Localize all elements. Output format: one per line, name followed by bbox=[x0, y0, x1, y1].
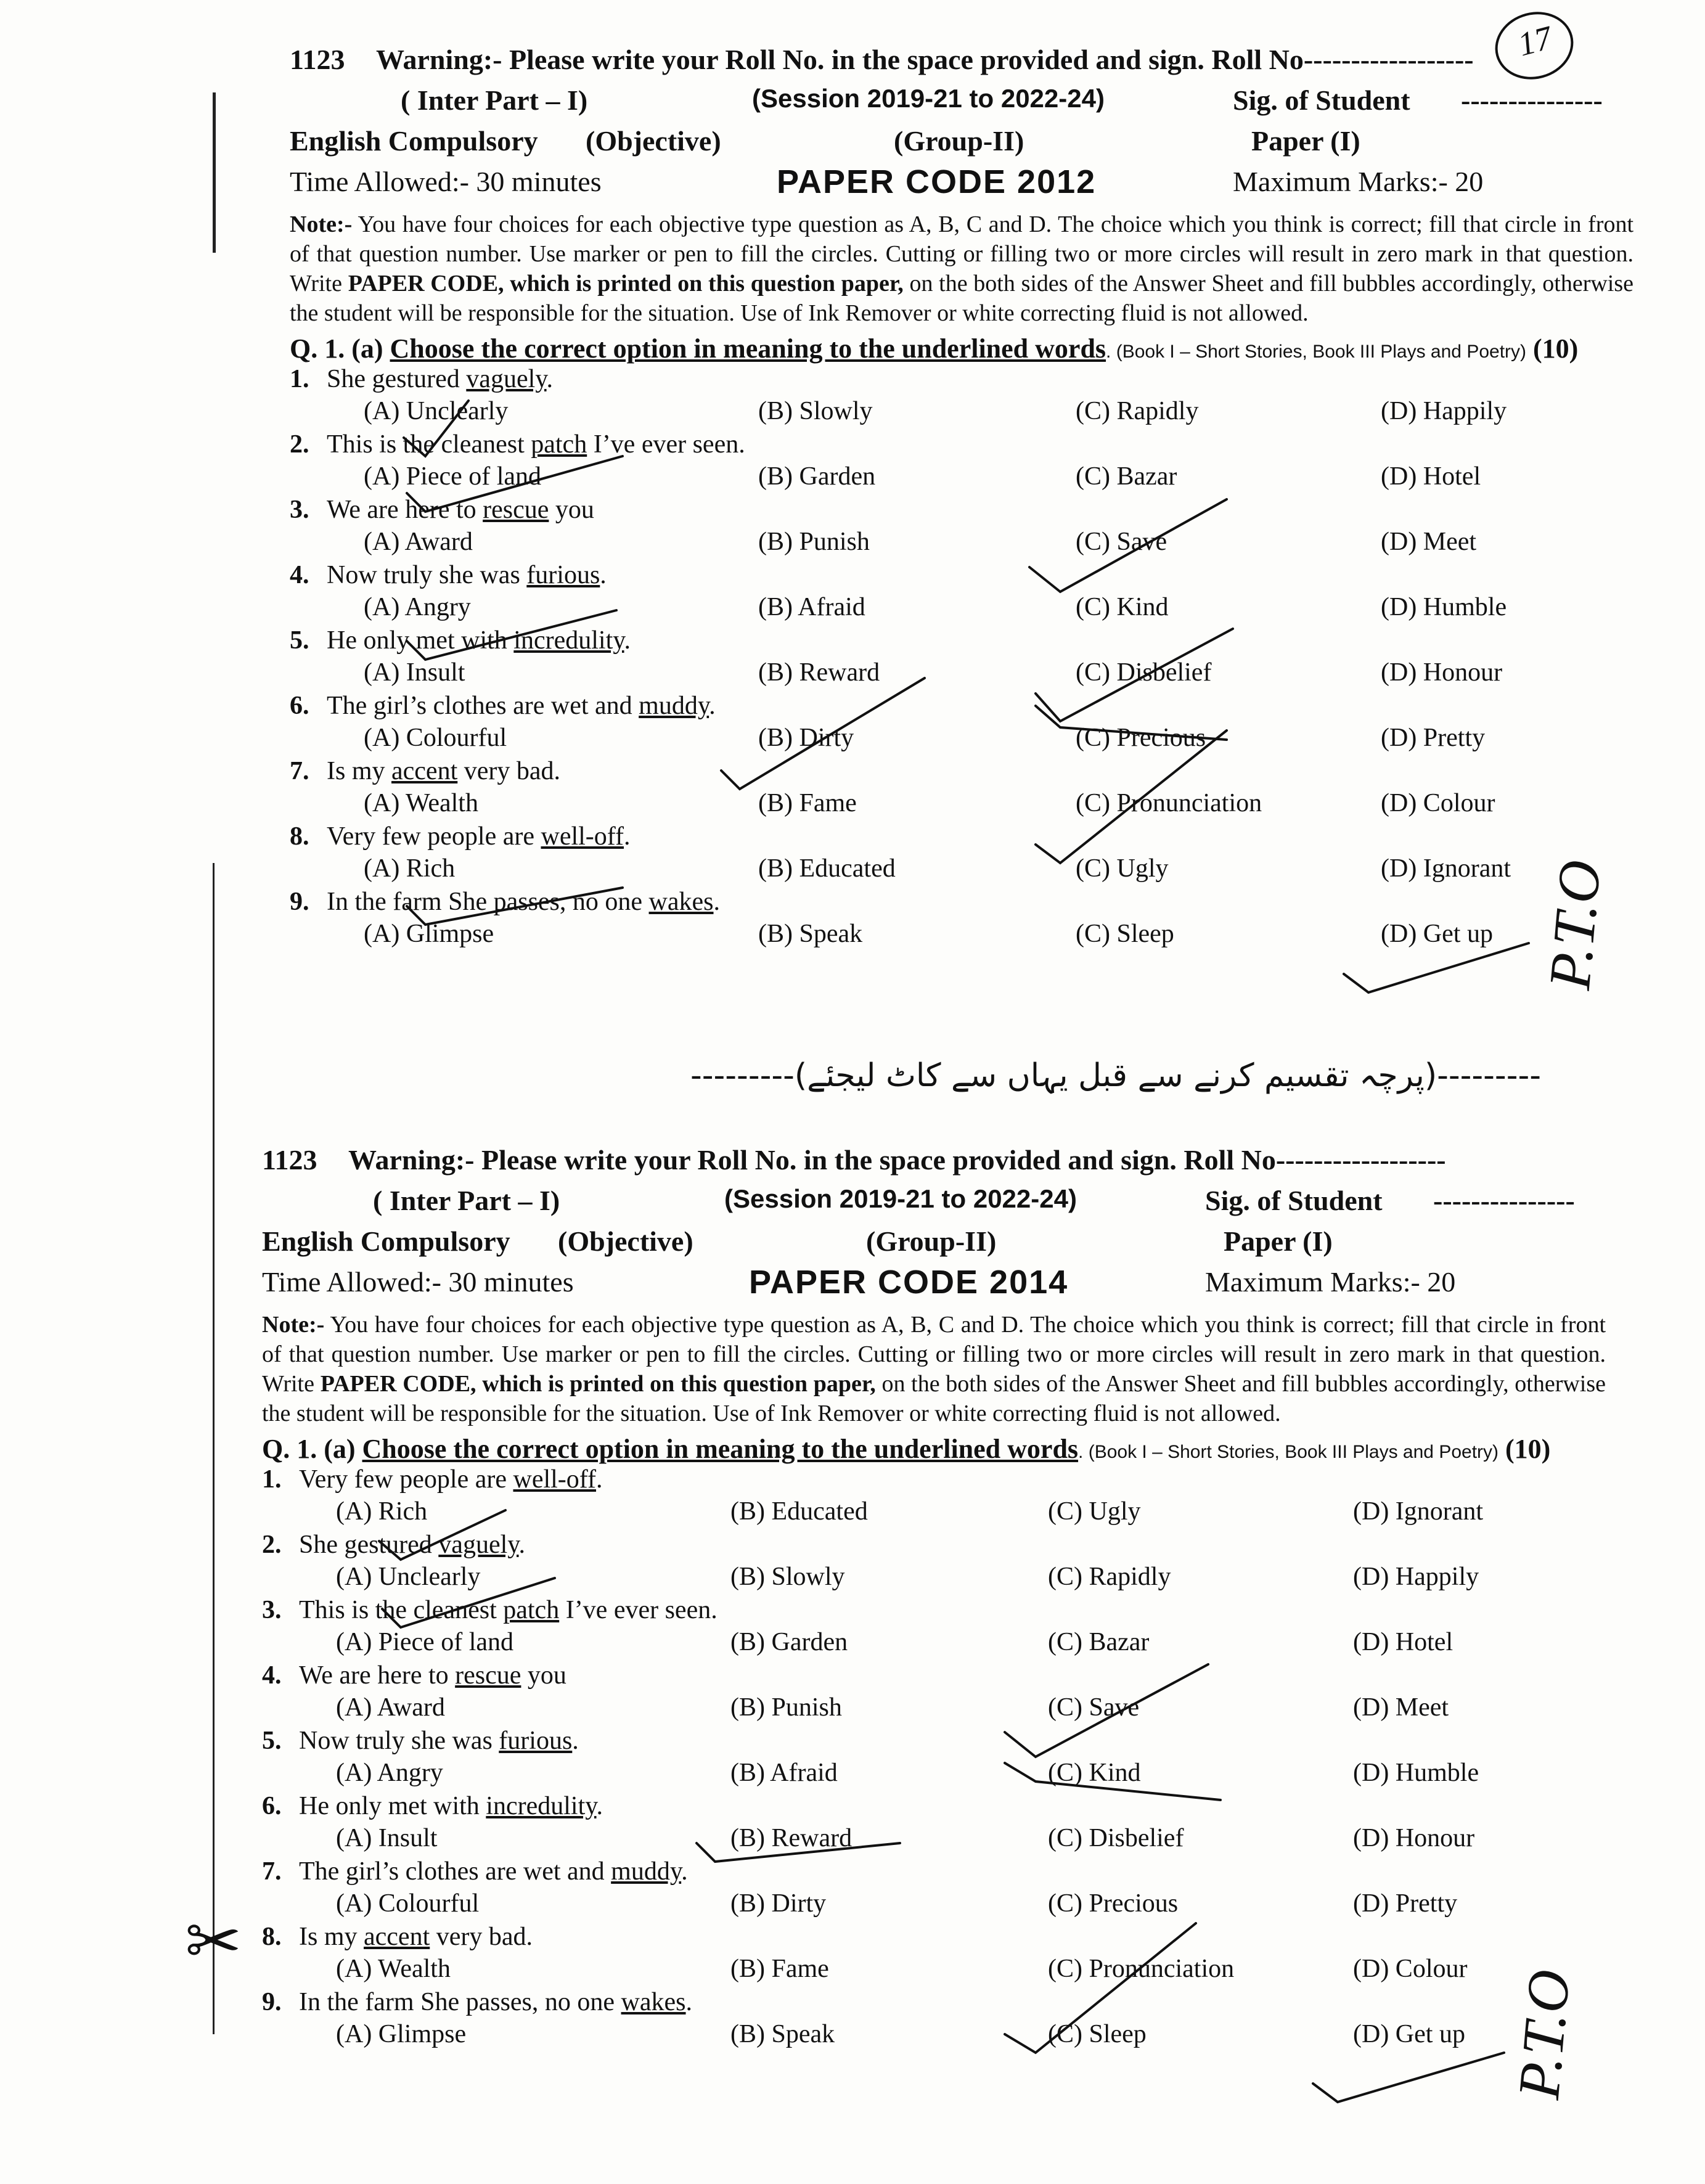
question-number: 8. bbox=[290, 822, 309, 851]
tick-mark bbox=[382, 1578, 555, 1627]
signature-label: Sig. of Student bbox=[1205, 1185, 1383, 1216]
group-label: (Group-II) bbox=[894, 125, 1024, 157]
tick-mark bbox=[721, 678, 925, 789]
option-a[interactable]: (A) Wealth bbox=[336, 1955, 451, 1983]
option-a[interactable]: (A) Unclearly bbox=[364, 397, 509, 425]
option-b[interactable]: (B) Garden bbox=[758, 462, 876, 491]
question-heading: Q. 1. (a) Choose the correct option in meaning to the underlined words. (Book I – Short Stories, Book III Plays and Poetry) (10) bbox=[290, 333, 1579, 364]
question-stem: 7. Is my accent very bad. bbox=[290, 757, 561, 785]
tick-mark bbox=[1036, 629, 1233, 721]
underlined-word: patch bbox=[531, 430, 587, 459]
option-a[interactable]: (A) Rich bbox=[364, 854, 456, 883]
option-c[interactable]: (C) Rapidly bbox=[1076, 397, 1199, 425]
option-c[interactable]: (C) Kind bbox=[1076, 593, 1169, 621]
option-d[interactable]: (D) Ignorant bbox=[1353, 1497, 1484, 1526]
pto-mark: P.T.O bbox=[1505, 1967, 1582, 2102]
underlined-word: rescue bbox=[483, 496, 549, 524]
signature-line: --------------- bbox=[1433, 1185, 1575, 1216]
tick-mark bbox=[1036, 706, 1227, 740]
option-b[interactable]: (B) Garden bbox=[730, 1628, 848, 1656]
question-number: 7. bbox=[290, 757, 309, 785]
underlined-word: vaguely bbox=[466, 365, 547, 393]
option-a[interactable]: (A) Angry bbox=[336, 1759, 443, 1787]
warning-text: Warning:- Please write your Roll No. in the space provided and sign. Roll No------------------ bbox=[376, 44, 1474, 75]
option-a[interactable]: (A) Colourful bbox=[364, 724, 507, 752]
option-b[interactable]: (B) Fame bbox=[730, 1955, 829, 1983]
signature-label: Sig. of Student bbox=[1233, 84, 1410, 116]
tick-mark bbox=[404, 401, 468, 456]
option-d[interactable]: (D) Colour bbox=[1353, 1955, 1468, 1983]
type-label: (Objective) bbox=[586, 125, 721, 157]
instructions-note: Note:- You have four choices for each objective type question as A, B, C and D. The choice which you think is correct; fill that circle in front of that question number. Use marker or pen to fill the circles. Cutting or filling two or more circles will result in zero mark in that question. Write PAPER CODE, which is printed on this question paper, on the both sides of the Answer Sheet and fill bubbles accordingly, otherwise the student will be responsible for the situation. Use of Ink Remover or white correcting fluid is not allowed. bbox=[290, 211, 1633, 326]
tick-mark bbox=[1344, 943, 1529, 992]
tick-mark bbox=[1029, 499, 1227, 592]
option-b[interactable]: (B) Fame bbox=[758, 789, 857, 817]
option-c[interactable]: (C) Disbelief bbox=[1076, 658, 1212, 687]
option-b[interactable]: (B) Speak bbox=[758, 920, 863, 948]
paper-serial: 1123 bbox=[262, 1144, 317, 1176]
paper-code: PAPER CODE 2014 bbox=[749, 1264, 1069, 1301]
option-a[interactable]: (A) Award bbox=[336, 1693, 445, 1722]
question-stem: 8. Very few people are well-off. bbox=[290, 822, 631, 851]
signature-line: --------------- bbox=[1461, 84, 1603, 116]
scissor-icon: ✂ bbox=[185, 1902, 242, 1981]
time-allowed: Time Allowed:- 30 minutes bbox=[262, 1266, 574, 1298]
option-a[interactable]: (A) Glimpse bbox=[364, 920, 494, 948]
option-c[interactable]: (C) Precious bbox=[1048, 1889, 1179, 1918]
option-a[interactable]: (A) Angry bbox=[364, 593, 471, 621]
option-a[interactable]: (A) Wealth bbox=[364, 789, 478, 817]
option-d[interactable]: (D) Pretty bbox=[1353, 1889, 1458, 1918]
option-d[interactable]: (D) Honour bbox=[1381, 658, 1503, 687]
option-d[interactable]: (D) Happily bbox=[1381, 397, 1507, 425]
max-marks: Maximum Marks:- 20 bbox=[1233, 166, 1484, 197]
question-stem: 9. In the farm She passes, no one wakes. bbox=[262, 1988, 693, 2016]
max-marks: Maximum Marks:- 20 bbox=[1205, 1266, 1456, 1298]
underlined-word: incredulity bbox=[486, 1792, 597, 1820]
option-b[interactable]: (B) Dirty bbox=[730, 1889, 827, 1918]
question-number: 7. bbox=[262, 1857, 282, 1886]
option-a[interactable]: (A) Insult bbox=[364, 658, 465, 687]
question-number: 5. bbox=[262, 1727, 282, 1755]
option-d[interactable]: (D) Hotel bbox=[1381, 462, 1481, 491]
option-c[interactable]: (C) Save bbox=[1076, 528, 1167, 556]
option-d[interactable]: (D) Happily bbox=[1353, 1563, 1479, 1591]
cut-here-line: ---------(پرچہ تقسیم کرنے سے قبل یہاں سے کاٹ لیجئے)--------- bbox=[690, 1057, 1541, 1094]
tick-mark bbox=[407, 456, 623, 512]
group-label: (Group-II) bbox=[866, 1225, 997, 1257]
warning-text: Warning:- Please write your Roll No. in the space provided and sign. Roll No------------------ bbox=[348, 1144, 1446, 1176]
option-b[interactable]: (B) Dirty bbox=[758, 724, 854, 752]
option-d[interactable]: (D) Get up bbox=[1381, 920, 1493, 948]
paper-code: PAPER CODE 2012 bbox=[777, 163, 1097, 200]
option-c[interactable]: (C) Precious bbox=[1076, 724, 1206, 752]
question-stem: 4. Now truly she was furious. bbox=[290, 561, 607, 589]
question-stem: 1. Very few people are well-off. bbox=[262, 1465, 603, 1494]
question-stem: 7. The girl’s clothes are wet and muddy. bbox=[262, 1857, 688, 1886]
option-c[interactable]: (C) Ugly bbox=[1076, 854, 1169, 883]
option-a[interactable]: (A) Colourful bbox=[336, 1889, 480, 1918]
question-stem: 3. We are here to rescue you bbox=[290, 496, 594, 524]
option-d[interactable]: (D) Ignorant bbox=[1381, 854, 1511, 883]
option-a[interactable]: (A) Glimpse bbox=[336, 2020, 467, 2048]
option-c[interactable]: (C) Sleep bbox=[1076, 920, 1174, 948]
underlined-word: rescue bbox=[455, 1661, 521, 1690]
option-c[interactable]: (C) Bazar bbox=[1076, 462, 1177, 491]
tick-mark bbox=[1036, 730, 1227, 863]
question-number: 1. bbox=[290, 365, 309, 393]
question-number: 6. bbox=[262, 1792, 282, 1820]
time-allowed: Time Allowed:- 30 minutes bbox=[290, 166, 602, 197]
underlined-word: vaguely bbox=[438, 1531, 519, 1559]
option-c[interactable]: (C) Kind bbox=[1048, 1759, 1141, 1787]
option-d[interactable]: (D) Get up bbox=[1353, 2020, 1465, 2048]
tick-mark bbox=[1005, 1664, 1208, 1757]
roll-number-mark: 17 bbox=[1487, 3, 1581, 88]
question-number: 2. bbox=[290, 430, 309, 459]
tick-mark bbox=[379, 1510, 505, 1560]
question-number: 9. bbox=[290, 888, 309, 916]
tick-mark bbox=[407, 610, 616, 660]
option-c[interactable]: (C) Disbelief bbox=[1048, 1824, 1184, 1852]
question-stem: 6. The girl’s clothes are wet and muddy. bbox=[290, 692, 716, 720]
option-b[interactable]: (B) Reward bbox=[730, 1824, 852, 1852]
question-stem: 5. Now truly she was furious. bbox=[262, 1727, 579, 1755]
question-stem: 5. He only met with incredulity. bbox=[290, 626, 631, 655]
paper-label: Paper (I) bbox=[1251, 125, 1360, 157]
option-c[interactable]: (C) Pronunciation bbox=[1076, 789, 1262, 817]
question-number: 6. bbox=[290, 692, 309, 720]
underlined-word: muddy bbox=[611, 1857, 682, 1886]
option-b[interactable]: (B) Slowly bbox=[758, 397, 873, 425]
question-number: 5. bbox=[290, 626, 309, 655]
question-number: 4. bbox=[262, 1661, 282, 1690]
question-stem: 1. She gestured vaguely. bbox=[290, 365, 554, 393]
option-c[interactable]: (C) Pronunciation bbox=[1048, 1955, 1235, 1983]
session-label: (Session 2019-21 to 2022-24) bbox=[752, 84, 1105, 113]
option-b[interactable]: (B) Speak bbox=[730, 2020, 835, 2048]
question-stem: 8. Is my accent very bad. bbox=[262, 1923, 533, 1951]
underlined-word: well-off bbox=[513, 1465, 596, 1494]
option-c[interactable]: (C) Rapidly bbox=[1048, 1563, 1171, 1591]
question-stem: 6. He only met with incredulity. bbox=[262, 1792, 603, 1820]
subject-label: English Compulsory bbox=[290, 125, 538, 157]
option-d[interactable]: (D) Humble bbox=[1381, 593, 1507, 621]
tick-mark bbox=[1005, 1923, 1196, 2053]
option-c[interactable]: (C) Ugly bbox=[1048, 1497, 1141, 1526]
session-label: (Session 2019-21 to 2022-24) bbox=[724, 1184, 1077, 1213]
option-a[interactable]: (A) Piece of land bbox=[336, 1628, 514, 1656]
underlined-word: well-off bbox=[541, 822, 624, 851]
option-b[interactable]: (B) Reward bbox=[758, 658, 880, 687]
option-d[interactable]: (D) Humble bbox=[1353, 1759, 1479, 1787]
part-label: ( Inter Part – I) bbox=[373, 1185, 560, 1216]
option-b[interactable]: (B) Afraid bbox=[730, 1759, 838, 1787]
option-c[interactable]: (C) Sleep bbox=[1048, 2020, 1147, 2048]
question-number: 8. bbox=[262, 1923, 282, 1951]
question-heading: Q. 1. (a) Choose the correct option in meaning to the underlined words. (Book I – Short Stories, Book III Plays and Poetry) (10) bbox=[262, 1434, 1551, 1464]
option-d[interactable]: (D) Meet bbox=[1353, 1693, 1449, 1722]
underlined-word: patch bbox=[503, 1596, 560, 1624]
underlined-word: wakes bbox=[621, 1988, 686, 2016]
option-d[interactable]: (D) Pretty bbox=[1381, 724, 1486, 752]
underlined-word: accent bbox=[364, 1923, 430, 1951]
question-stem: 2. This is the cleanest patch I’ve ever seen. bbox=[290, 430, 745, 459]
type-label: (Objective) bbox=[558, 1225, 693, 1257]
question-stem: 2. She gestured vaguely. bbox=[262, 1531, 526, 1559]
question-number: 1. bbox=[262, 1465, 282, 1494]
underlined-word: incredulity bbox=[513, 626, 624, 655]
option-b[interactable]: (B) Educated bbox=[758, 854, 896, 883]
option-b[interactable]: (B) Punish bbox=[730, 1693, 842, 1722]
question-number: 2. bbox=[262, 1531, 282, 1559]
paper-serial: 1123 bbox=[290, 44, 345, 75]
question-number: 3. bbox=[290, 496, 309, 524]
option-d[interactable]: (D) Honour bbox=[1353, 1824, 1475, 1852]
tick-mark bbox=[1313, 2053, 1504, 2102]
underlined-word: furious bbox=[499, 1727, 573, 1755]
underlined-word: furious bbox=[526, 561, 600, 589]
option-a[interactable]: (A) Award bbox=[364, 528, 473, 556]
question-stem: 9. In the farm She passes, no one wakes. bbox=[290, 888, 721, 916]
option-d[interactable]: (D) Meet bbox=[1381, 528, 1477, 556]
part-label: ( Inter Part – I) bbox=[401, 84, 588, 116]
question-number: 3. bbox=[262, 1596, 282, 1624]
option-b[interactable]: (B) Educated bbox=[730, 1497, 868, 1526]
option-a[interactable]: (A) Unclearly bbox=[336, 1563, 481, 1591]
instructions-note: Note:- You have four choices for each objective type question as A, B, C and D. The choice which you think is correct; fill that circle in front of that question number. Use marker or pen to fill the circles. Cutting or filling two or more circles will result in zero mark in that question. Write PAPER CODE, which is printed on this question paper, on the both sides of the Answer Sheet and fill bubbles accordingly, otherwise the student will be responsible for the situation. Use of Ink Remover or white correcting fluid is not allowed. bbox=[262, 1312, 1606, 1426]
option-a[interactable]: (A) Insult bbox=[336, 1824, 438, 1852]
tick-mark bbox=[1005, 1763, 1220, 1800]
option-d[interactable]: (D) Colour bbox=[1381, 789, 1495, 817]
option-b[interactable]: (B) Slowly bbox=[730, 1563, 845, 1591]
option-d[interactable]: (D) Hotel bbox=[1353, 1628, 1454, 1656]
option-a[interactable]: (A) Rich bbox=[336, 1497, 428, 1526]
question-number: 9. bbox=[262, 1988, 282, 2016]
question-stem: 3. This is the cleanest patch I’ve ever seen. bbox=[262, 1596, 718, 1624]
underlined-word: muddy bbox=[639, 692, 709, 720]
option-a[interactable]: (A) Piece of land bbox=[364, 462, 542, 491]
option-c[interactable]: (C) Bazar bbox=[1048, 1628, 1150, 1656]
underlined-word: accent bbox=[391, 757, 458, 785]
option-b[interactable]: (B) Afraid bbox=[758, 593, 865, 621]
question-stem: 4. We are here to rescue you bbox=[262, 1661, 566, 1690]
tick-mark bbox=[407, 888, 623, 925]
pto-mark: P.T.O bbox=[1535, 857, 1613, 992]
subject-label: English Compulsory bbox=[262, 1225, 510, 1257]
tick-mark bbox=[697, 1843, 900, 1862]
option-b[interactable]: (B) Punish bbox=[758, 528, 870, 556]
option-c[interactable]: (C) Save bbox=[1048, 1693, 1140, 1722]
underlined-word: wakes bbox=[648, 888, 714, 916]
question-number: 4. bbox=[290, 561, 309, 589]
paper-label: Paper (I) bbox=[1224, 1225, 1333, 1257]
